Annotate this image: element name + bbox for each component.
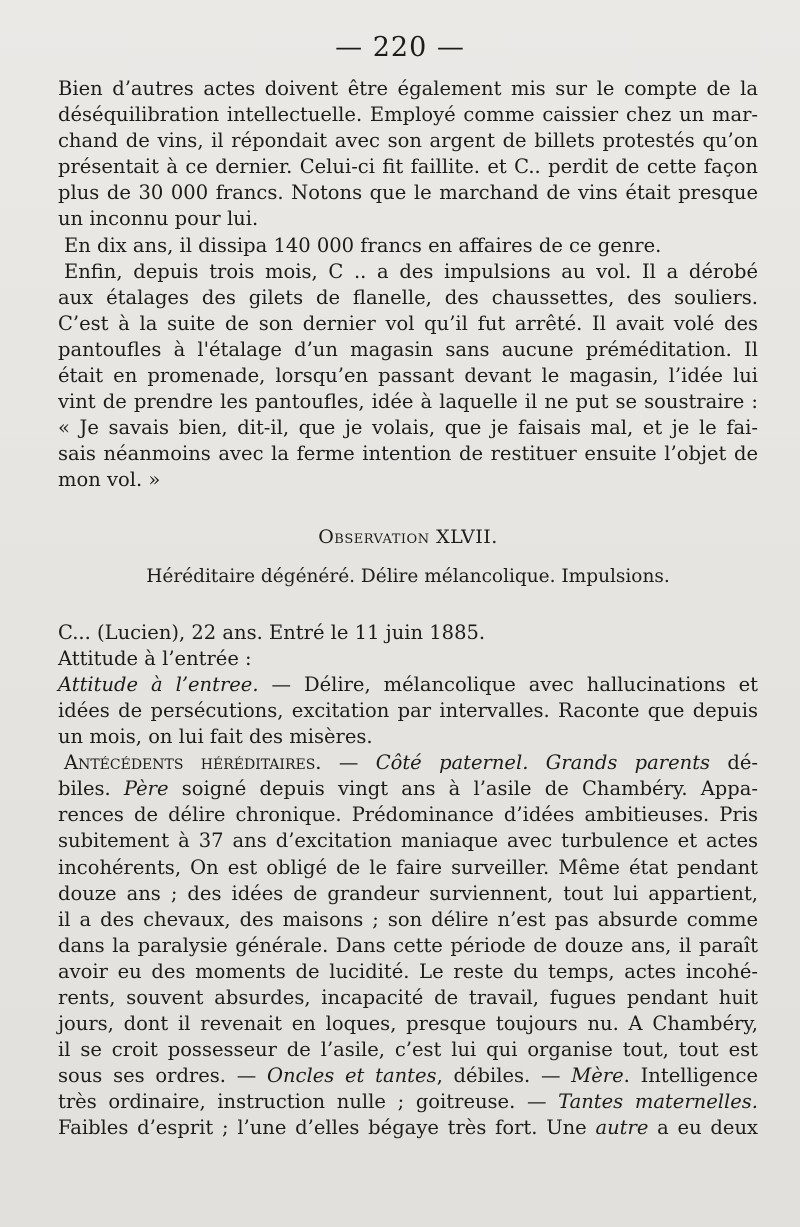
text-line: « Je savais bien, dit-il, que je volais, que je faisais mal, et je le fai-	[58, 416, 758, 440]
text-fragment: dé-	[710, 751, 758, 775]
text-line: il a des chevaux, des maisons ; son délire n’est pas absurde comme	[58, 907, 758, 931]
text-line: pantoufles à l'étalage d’un magasin sans aucune préméditation. Il	[58, 337, 758, 361]
text-line: mon vol. »	[58, 468, 161, 492]
text-line: rences de délire chronique. Prédominance d’idées ambitieuses. Pris	[58, 803, 758, 827]
page-text	[58, 76, 758, 1142]
paragraph-1	[58, 76, 758, 233]
text-line: subitement à 37 ans d’excitation maniaque avec turbulence et actes	[58, 829, 758, 853]
observation-title: Observation XLVII.	[318, 525, 498, 548]
text-line	[58, 776, 758, 802]
text-line: rents, souvent absurdes, incapacité de travail, fugues pendant huit	[58, 986, 758, 1009]
text-fragment: Faibles d’esprit ; l’une d’elles bégaye très fort. Une	[58, 1116, 596, 1140]
text-line: incohérents, On est obligé de le faire surveiller. Même état pendant	[58, 855, 758, 879]
text-line: vint de prendre les pantoufles, idée à laquelle il ne put se soustraire :	[58, 390, 758, 414]
mere-label: Mère	[571, 1064, 624, 1088]
text-line: aux étalages des gilets de flanelle, des chaussettes, des souliers.	[58, 285, 758, 309]
autre-word: autre	[595, 1116, 649, 1140]
text-line: jours, dont il revenait en loques, presque toujours nu. A Chambéry,	[58, 1012, 758, 1036]
text-line	[58, 1089, 758, 1115]
antecedents-paragraph	[58, 750, 758, 1141]
text-line	[58, 1115, 758, 1141]
pere-label: Père	[123, 777, 169, 801]
text-line: un inconnu pour lui.	[58, 207, 259, 231]
attitude-label: Attitude à l’entree.	[58, 672, 259, 696]
text-fragment: soigné depuis vingt ans à l’asile de Chambéry. Appa-	[168, 777, 758, 801]
text-line: Bien d’autres actes doivent être également mis sur le compte de la	[58, 77, 758, 100]
text-fragment: sous ses ordres. —	[58, 1064, 268, 1088]
attitude-paragraph	[58, 672, 758, 750]
text-line: était en promenade, lorsqu’en passant devant le magasin, l’idée lui	[58, 364, 758, 388]
text-line: idées de persécutions, excitation par intervalles. Raconte que depuis	[58, 698, 758, 722]
oncles-tantes: Oncles et tantes	[267, 1064, 437, 1088]
text-fragment: . Intelligence	[623, 1064, 758, 1088]
text-line: chand de vins, il répondait avec son argent de billets protestés qu’on	[58, 129, 758, 153]
text-line: douze ans ; des idées de grandeur surviennent, tout lui appartient,	[58, 881, 758, 905]
paragraph-2	[58, 233, 758, 259]
text-line: déséquilibration intellectuelle. Employé comme caissier chez un mar-	[58, 103, 758, 127]
text-line	[58, 750, 758, 776]
attitude-text: — Délire, mélancolique avec hallucinations et	[258, 672, 759, 696]
attitude-heading: Attitude à l’entrée :	[58, 646, 252, 670]
observation-subtitle: Héréditaire dégénéré. Délire mélancolique. Impulsions.	[146, 565, 670, 587]
text-line: sais néanmoins avec la ferme intention de restituer ensuite l’objet de	[58, 442, 758, 466]
text-line: plus de 30 000 francs. Notons que le marchand de vins était presque	[58, 181, 758, 205]
text-line: un mois, on lui fait des misères.	[58, 725, 373, 749]
text-line	[58, 1063, 758, 1089]
grands-parents: Grands parents	[545, 751, 711, 775]
antecedents-label: Antécédents héréditaires.	[64, 751, 322, 775]
text-line: En dix ans, il dissipa 140 000 francs en affaires de ce genre.	[64, 233, 662, 257]
text-line: Enfin, depuis trois mois, C .. a des impulsions au vol. Il a dérobé	[64, 259, 758, 283]
case-header: C... (Lucien), 22 ans. Entré le 11 juin 1885.	[58, 620, 486, 644]
tantes-maternelles: Tantes maternelles.	[558, 1090, 758, 1114]
text-line: il se croit possesseur de l’asile, c’est lui qui organise tout, tout est	[58, 1038, 758, 1062]
text-line: présentait à ce dernier. Celui-ci fit faillite. et C.. perdit de cette façon	[58, 155, 758, 179]
text-line: C’est à la suite de son dernier vol qu’il fut arrêté. Il avait volé des	[58, 311, 758, 335]
text-fragment: , débiles. —	[436, 1064, 572, 1088]
text-fragment: très ordinaire, instruction nulle ; goitreuse. —	[58, 1090, 559, 1114]
cote-paternel: Côté paternel.	[375, 751, 529, 775]
page-number: — 220 —	[335, 32, 465, 63]
paragraph-3	[58, 259, 758, 494]
text-fragment: —	[321, 751, 376, 775]
text-fragment: biles.	[58, 777, 124, 801]
text-line	[58, 672, 758, 698]
text-line: dans la paralysie générale. Dans cette période de douze ans, il paraît	[58, 933, 758, 957]
text-line: avoir eu des moments de lucidité. Le reste du temps, actes incohé-	[58, 959, 758, 983]
text-fragment: a eu deux	[648, 1116, 758, 1140]
